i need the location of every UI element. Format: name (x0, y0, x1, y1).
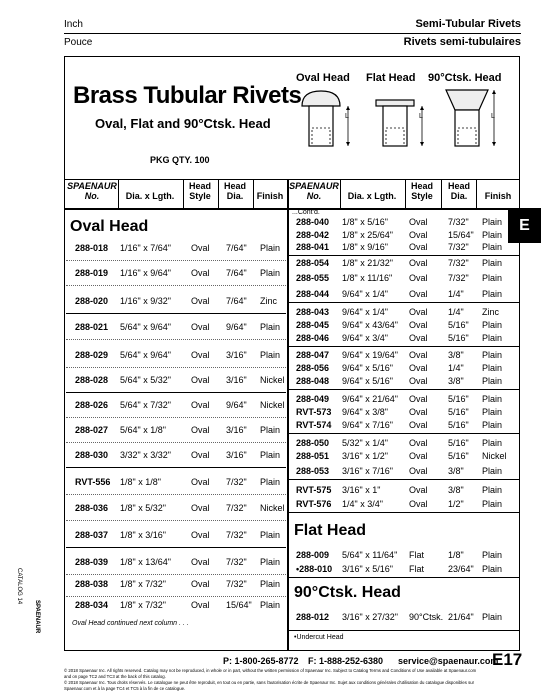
cell-dia: 7/32" (226, 530, 247, 540)
cell-size: 1/8" x 5/16" (342, 217, 388, 227)
col-header-style-right: Head Style (410, 181, 433, 201)
cell-finish: Plain (482, 612, 503, 622)
cell-style: Oval (409, 333, 428, 343)
cell-no: 288-055 (296, 273, 330, 283)
cell-finish: Plain (260, 557, 281, 567)
cell-finish: Plain (260, 425, 281, 435)
cell-no: RVT-574 (296, 420, 332, 430)
cell-size: 3/16" x 7/16" (342, 466, 393, 476)
ctsk-head-rivet-diagram (442, 86, 512, 156)
cell-size: 3/16" x 5/16" (342, 564, 393, 574)
cell-style: Oval (409, 320, 428, 330)
contd-note: ...Cont'd. (292, 209, 320, 216)
header-sep (183, 179, 184, 208)
cell-finish: Plain (260, 600, 281, 610)
footer-phone: P: 1-800-265-8772 (223, 656, 299, 666)
row-divider (66, 392, 286, 393)
cell-no: RVT-556 (75, 477, 111, 487)
header-sep (405, 179, 406, 208)
cell-dia: 3/16" (226, 450, 247, 460)
footer-legal-en: © 2018 Spaenaur Inc. All rights reserved. Catalog may not be reproduced, in whole or in part, without the written permission of Spaenaur Inc. Subject to Catalog Terms and Conditions of Use available at Spaenaur.com and on page TC2 and TC3 at the back of this catalog. (64, 668, 477, 679)
cell-finish: Plain (482, 407, 503, 417)
cell-finish: Plain (260, 350, 281, 360)
table-row (0, 550, 541, 564)
cell-finish: Plain (482, 550, 503, 560)
cell-size: 1/8" x 5/32" (120, 503, 166, 513)
cell-no: 288-029 (75, 350, 109, 360)
section-tab-e: E (508, 208, 541, 243)
col-header-size-left: Dia. x Lgth. (125, 191, 175, 201)
cell-finish: Plain (260, 579, 281, 589)
cell-size: 3/16" x 27/32" (342, 612, 398, 622)
cell-no: 288-049 (296, 394, 330, 404)
cell-dia: 21/64" (448, 612, 474, 622)
cell-style: Oval (409, 230, 428, 240)
row-divider (289, 389, 519, 390)
footer-email[interactable]: service@spaenaur.com (398, 656, 499, 666)
table-row (0, 289, 541, 303)
col-header-no-left: SPAENAUR No. (67, 181, 117, 201)
cell-dia: 7/64" (226, 296, 247, 306)
cell-dia: 7/32" (226, 579, 247, 589)
table-row (0, 350, 541, 364)
cell-finish: Plain (260, 243, 281, 253)
diagram-label-oval: Oval Head (296, 72, 350, 84)
table-top-rule (64, 179, 520, 180)
cell-style: Oval (191, 477, 210, 487)
unit-label-en: Inch (64, 19, 83, 30)
cell-no: 288-041 (296, 242, 330, 252)
cell-style: Flat (409, 564, 425, 574)
cell-finish: Plain (482, 564, 503, 574)
cell-size: 9/64" x 5/16" (342, 363, 393, 373)
cell-no: 288-026 (75, 400, 109, 410)
cell-size: 1/8" x 11/16" (342, 273, 393, 283)
col-header-finish-right: Finish (484, 191, 512, 201)
cell-style: Oval (409, 485, 428, 495)
table-row (0, 530, 541, 544)
package-quantity: PKG QTY. 100 (150, 155, 210, 165)
cell-no: 288-050 (296, 438, 330, 448)
cell-size: 3/16" x 1" (342, 485, 381, 495)
cell-size: 3/16" x 1/2" (342, 451, 388, 461)
cell-dia: 7/32" (226, 477, 247, 487)
cell-size: 1/8" x 7/32" (120, 600, 166, 610)
cell-finish: Plain (482, 333, 503, 343)
cell-no: 288-051 (296, 451, 330, 461)
cell-size: 5/32" x 1/4" (342, 438, 388, 448)
cell-finish: Plain (482, 499, 503, 509)
row-divider (66, 547, 286, 548)
cell-size: 5/64" x 1/8" (120, 425, 166, 435)
cell-dia: 7/32" (448, 242, 469, 252)
cell-size: 1/8" x 7/32" (120, 579, 166, 589)
cell-no: 288-046 (296, 333, 330, 343)
cell-no: 288-037 (75, 530, 109, 540)
section-title-fr: Rivets semi-tubulaires (403, 36, 521, 48)
cell-style: Oval (409, 420, 428, 430)
cell-style: Oval (409, 242, 428, 252)
cell-finish: Zinc (260, 296, 278, 306)
cell-dia: 1/4" (448, 289, 464, 299)
cell-dia: 3/16" (226, 425, 247, 435)
cell-finish: Plain (482, 320, 503, 330)
cell-style: Oval (191, 503, 210, 513)
row-divider (289, 479, 519, 480)
cell-style: Oval (409, 407, 428, 417)
cell-size: 9/64" x 21/64" (342, 394, 398, 404)
cell-no: 288-034 (75, 600, 109, 610)
cell-dia: 9/64" (226, 322, 247, 332)
table-row (0, 217, 541, 231)
diagram-label-flat: Flat Head (366, 72, 416, 84)
table-row (0, 307, 541, 321)
cell-finish: Plain (482, 485, 503, 495)
cell-style: Oval (409, 273, 428, 283)
cell-style: Flat (409, 550, 425, 560)
cell-size: 3/32" x 3/32" (120, 450, 171, 460)
cell-style: Oval (191, 450, 210, 460)
cell-style: Oval (409, 466, 428, 476)
cell-dia: 3/8" (448, 485, 464, 495)
cell-finish: Nickel (260, 400, 285, 410)
cell-dia: 7/64" (226, 243, 247, 253)
cell-style: Oval (409, 217, 428, 227)
cell-no: 288-009 (296, 550, 330, 560)
cell-no: 288-054 (296, 258, 330, 268)
cell-style: Oval (191, 579, 210, 589)
cell-size: 1/8" x 3/16" (120, 530, 166, 540)
cell-no: 288-027 (75, 425, 109, 435)
cell-no: 288-019 (75, 268, 109, 278)
section-heading-oval: Oval Head (70, 218, 149, 235)
section-heading-ctsk: 90°Ctsk. Head (294, 584, 401, 601)
cell-size: 1/8" x 13/64" (120, 557, 171, 567)
cell-dia: 1/4" (448, 363, 464, 373)
unit-label-fr: Pouce (64, 37, 93, 48)
cell-size: 5/64" x 11/64" (342, 550, 398, 560)
cell-dia: 7/32" (226, 503, 247, 513)
cell-size: 9/64" x 1/4" (342, 307, 388, 317)
cell-finish: Nickel (260, 503, 285, 513)
row-divider (66, 520, 286, 521)
header-sep (118, 179, 119, 208)
col-header-size-right: Dia. x Lgth. (347, 191, 397, 201)
cell-no: 288-028 (75, 375, 109, 385)
diagram-dim-oval: L (345, 113, 349, 120)
cell-dia: 7/32" (448, 273, 469, 283)
cell-no: 288-021 (75, 322, 109, 332)
col-header-finish-left: Finish (256, 191, 284, 201)
cell-style: Oval (191, 400, 210, 410)
header-sep (253, 179, 254, 208)
cell-finish: Plain (482, 273, 503, 283)
cell-size: 5/64" x 9/64" (120, 350, 171, 360)
cell-style: Oval (409, 394, 428, 404)
cell-style: Oval (191, 322, 210, 332)
cell-dia: 7/64" (226, 268, 247, 278)
cell-dia: 3/16" (226, 350, 247, 360)
cell-size: 9/64" x 3/8" (342, 407, 388, 417)
diagram-dim-flat: L (419, 113, 423, 120)
col-header-dia-left: Head Dia. (223, 181, 246, 201)
cell-finish: Plain (482, 230, 503, 240)
cell-style: Oval (409, 350, 428, 360)
page-number: E17 (492, 650, 523, 669)
cell-dia: 23/64" (448, 564, 474, 574)
flat-head-rivet-diagram (370, 86, 440, 156)
cell-style: Oval (409, 376, 428, 386)
cell-size: 1/4" x 3/4" (342, 499, 383, 509)
cell-size: 9/64" x 3/4" (342, 333, 388, 343)
cell-size: 1/16" x 7/64" (120, 243, 171, 253)
table-row (0, 485, 541, 499)
cell-style: Oval (191, 350, 210, 360)
cell-finish: Plain (482, 466, 503, 476)
table-row (0, 579, 541, 593)
cell-size: 9/64" x 7/16" (342, 420, 393, 430)
table-row (0, 466, 541, 480)
cell-no: 288-012 (296, 612, 330, 622)
cell-style: Oval (191, 530, 210, 540)
table-row (0, 451, 541, 465)
cell-dia: 3/8" (448, 350, 464, 360)
cell-size: 9/64" x 1/4" (342, 289, 388, 299)
cell-finish: Zinc (482, 307, 500, 317)
table-row (0, 394, 541, 408)
cell-size: 9/64" x 5/16" (342, 376, 393, 386)
table-row (0, 407, 541, 421)
cell-dia: 1/4" (448, 307, 464, 317)
cell-no: 288-044 (296, 289, 330, 299)
header-sep (218, 179, 219, 208)
cell-dia: 3/16" (226, 375, 247, 385)
oval-continued-note: Oval Head continued next column . . . (72, 620, 189, 627)
table-row (0, 376, 541, 390)
cell-no: RVT-576 (296, 499, 332, 509)
cell-no: 288-042 (296, 230, 330, 240)
cell-size: 9/64" x 19/64" (342, 350, 398, 360)
table-row (0, 242, 541, 256)
cell-no: RVT-575 (296, 485, 332, 495)
table-row (0, 438, 541, 452)
cell-dia: 5/16" (448, 438, 469, 448)
col-header-style-left: Head Style (188, 181, 211, 201)
undercut-note: •Undercut Head (294, 634, 344, 641)
cell-dia: 15/64" (226, 600, 252, 610)
cell-size: 1/8" x 25/64" (342, 230, 393, 240)
cell-dia: 5/16" (448, 451, 469, 461)
cell-style: Oval (191, 557, 210, 567)
table-row (0, 564, 541, 578)
cell-style: Oval (191, 296, 210, 306)
cell-size: 1/8" x 9/16" (342, 242, 388, 252)
oval-head-rivet-diagram (296, 86, 366, 156)
cell-style: Oval (409, 499, 428, 509)
cell-finish: Plain (260, 268, 281, 278)
cell-style: Oval (409, 307, 428, 317)
cell-dia: 7/32" (448, 258, 469, 268)
cell-style: Oval (191, 600, 210, 610)
cell-finish: Plain (482, 376, 503, 386)
cell-dia: 1/2" (448, 499, 464, 509)
cell-size: 5/64" x 9/64" (120, 322, 171, 332)
cell-no: •288-010 (296, 564, 333, 574)
section-title-en: Semi-Tubular Rivets (415, 18, 521, 30)
cell-no: 288-036 (75, 503, 109, 513)
cell-no: 288-053 (296, 466, 330, 476)
cell-no: 288-056 (296, 363, 330, 373)
cell-no: 288-020 (75, 296, 109, 306)
cell-style: Oval (409, 451, 428, 461)
cell-finish: Plain (260, 477, 281, 487)
cell-dia: 1/8" (448, 550, 464, 560)
cell-finish: Plain (482, 217, 503, 227)
cell-finish: Plain (482, 438, 503, 448)
table-row (0, 273, 541, 287)
section-heading-flat: Flat Head (294, 522, 367, 539)
row-divider (289, 255, 519, 256)
cell-finish: Nickel (260, 375, 285, 385)
table-row (0, 320, 541, 334)
cell-size: 1/16" x 9/64" (120, 268, 171, 278)
cell-dia: 5/16" (448, 394, 469, 404)
table-row (0, 499, 541, 513)
cell-no: 288-038 (75, 579, 109, 589)
row-divider (66, 596, 286, 597)
cell-dia: 7/32" (448, 217, 469, 227)
row-divider (289, 433, 519, 434)
cell-style: Oval (409, 258, 428, 268)
table-row (0, 333, 541, 347)
row-divider (289, 346, 519, 347)
cell-no: 288-047 (296, 350, 330, 360)
row-divider (289, 512, 519, 513)
cell-finish: Plain (482, 258, 503, 268)
cell-dia: 5/16" (448, 420, 469, 430)
row-divider (289, 302, 519, 303)
undercut-rule (288, 630, 520, 631)
side-logo: SPAENAUR (34, 600, 40, 634)
cell-size: 1/8" x 21/32" (342, 258, 393, 268)
cell-no: 288-040 (296, 217, 330, 227)
page-title: Brass Tubular Rivets (73, 82, 302, 109)
cell-finish: Plain (260, 450, 281, 460)
cell-size: 5/64" x 7/32" (120, 400, 171, 410)
cell-size: 1/16" x 9/32" (120, 296, 171, 306)
cell-no: RVT-573 (296, 407, 332, 417)
cell-no: 288-039 (75, 557, 109, 567)
cell-size: 5/64" x 5/32" (120, 375, 171, 385)
cell-no: 288-048 (296, 376, 330, 386)
cell-finish: Plain (482, 420, 503, 430)
diagram-label-ctsk: 90°Ctsk. Head (428, 72, 502, 84)
cell-style: 90°Ctsk. (409, 612, 444, 622)
cell-finish: Plain (260, 530, 281, 540)
cell-finish: Plain (482, 394, 503, 404)
table-row (0, 420, 541, 434)
page-subtitle: Oval, Flat and 90°Ctsk. Head (95, 116, 271, 131)
cell-style: Oval (191, 375, 210, 385)
row-divider (289, 577, 519, 578)
table-row (0, 258, 541, 272)
cell-finish: Plain (482, 363, 503, 373)
header-sep (340, 179, 341, 208)
cell-finish: Plain (482, 289, 503, 299)
cell-size: 1/8" x 1/8" (120, 477, 161, 487)
cell-dia: 3/8" (448, 376, 464, 386)
header-sep (441, 179, 442, 208)
cell-style: Oval (409, 438, 428, 448)
cell-dia: 5/16" (448, 407, 469, 417)
cell-style: Oval (409, 289, 428, 299)
cell-dia: 3/8" (448, 466, 464, 476)
cell-dia: 5/16" (448, 320, 469, 330)
cell-dia: 5/16" (448, 333, 469, 343)
cell-finish: Plain (482, 350, 503, 360)
cell-style: Oval (191, 268, 210, 278)
header-rule (64, 33, 521, 34)
footer-fax: F: 1-888-252-6380 (308, 656, 384, 666)
cell-no: 288-043 (296, 307, 330, 317)
cell-no: 288-045 (296, 320, 330, 330)
cell-style: Oval (191, 243, 210, 253)
table-row (0, 363, 541, 377)
cell-size: 9/64" x 43/64" (342, 320, 398, 330)
footer-legal-fr: © 2018 Spaenaur Inc. Tous droits réservés. Le catalogue ne peut être reproduit, en tout ou en partie, sans l'autorisation écrite de Spaenaur Inc. Sujet aux conditions générales d'utilisation du catalogue disponibles sur Spaenaur.com et à la page TC4 et TC5 à la fin de ce catalogue. (64, 680, 475, 691)
diagram-dim-ctsk: L (491, 113, 495, 120)
cell-finish: Nickel (482, 451, 507, 461)
cell-finish: Plain (260, 322, 281, 332)
cell-no: 288-018 (75, 243, 109, 253)
cell-dia: 7/32" (226, 557, 247, 567)
side-catalog-text: CATALOG 14 (16, 568, 22, 605)
cell-no: 288-030 (75, 450, 109, 460)
cell-dia: 9/64" (226, 400, 247, 410)
col-header-dia-right: Head Dia. (447, 181, 470, 201)
cell-finish: Plain (482, 242, 503, 252)
cell-style: Oval (191, 425, 210, 435)
header-sep (476, 179, 477, 208)
col-header-no-right: SPAENAUR No. (289, 181, 339, 201)
cell-dia: 15/64" (448, 230, 474, 240)
cell-style: Oval (409, 363, 428, 373)
